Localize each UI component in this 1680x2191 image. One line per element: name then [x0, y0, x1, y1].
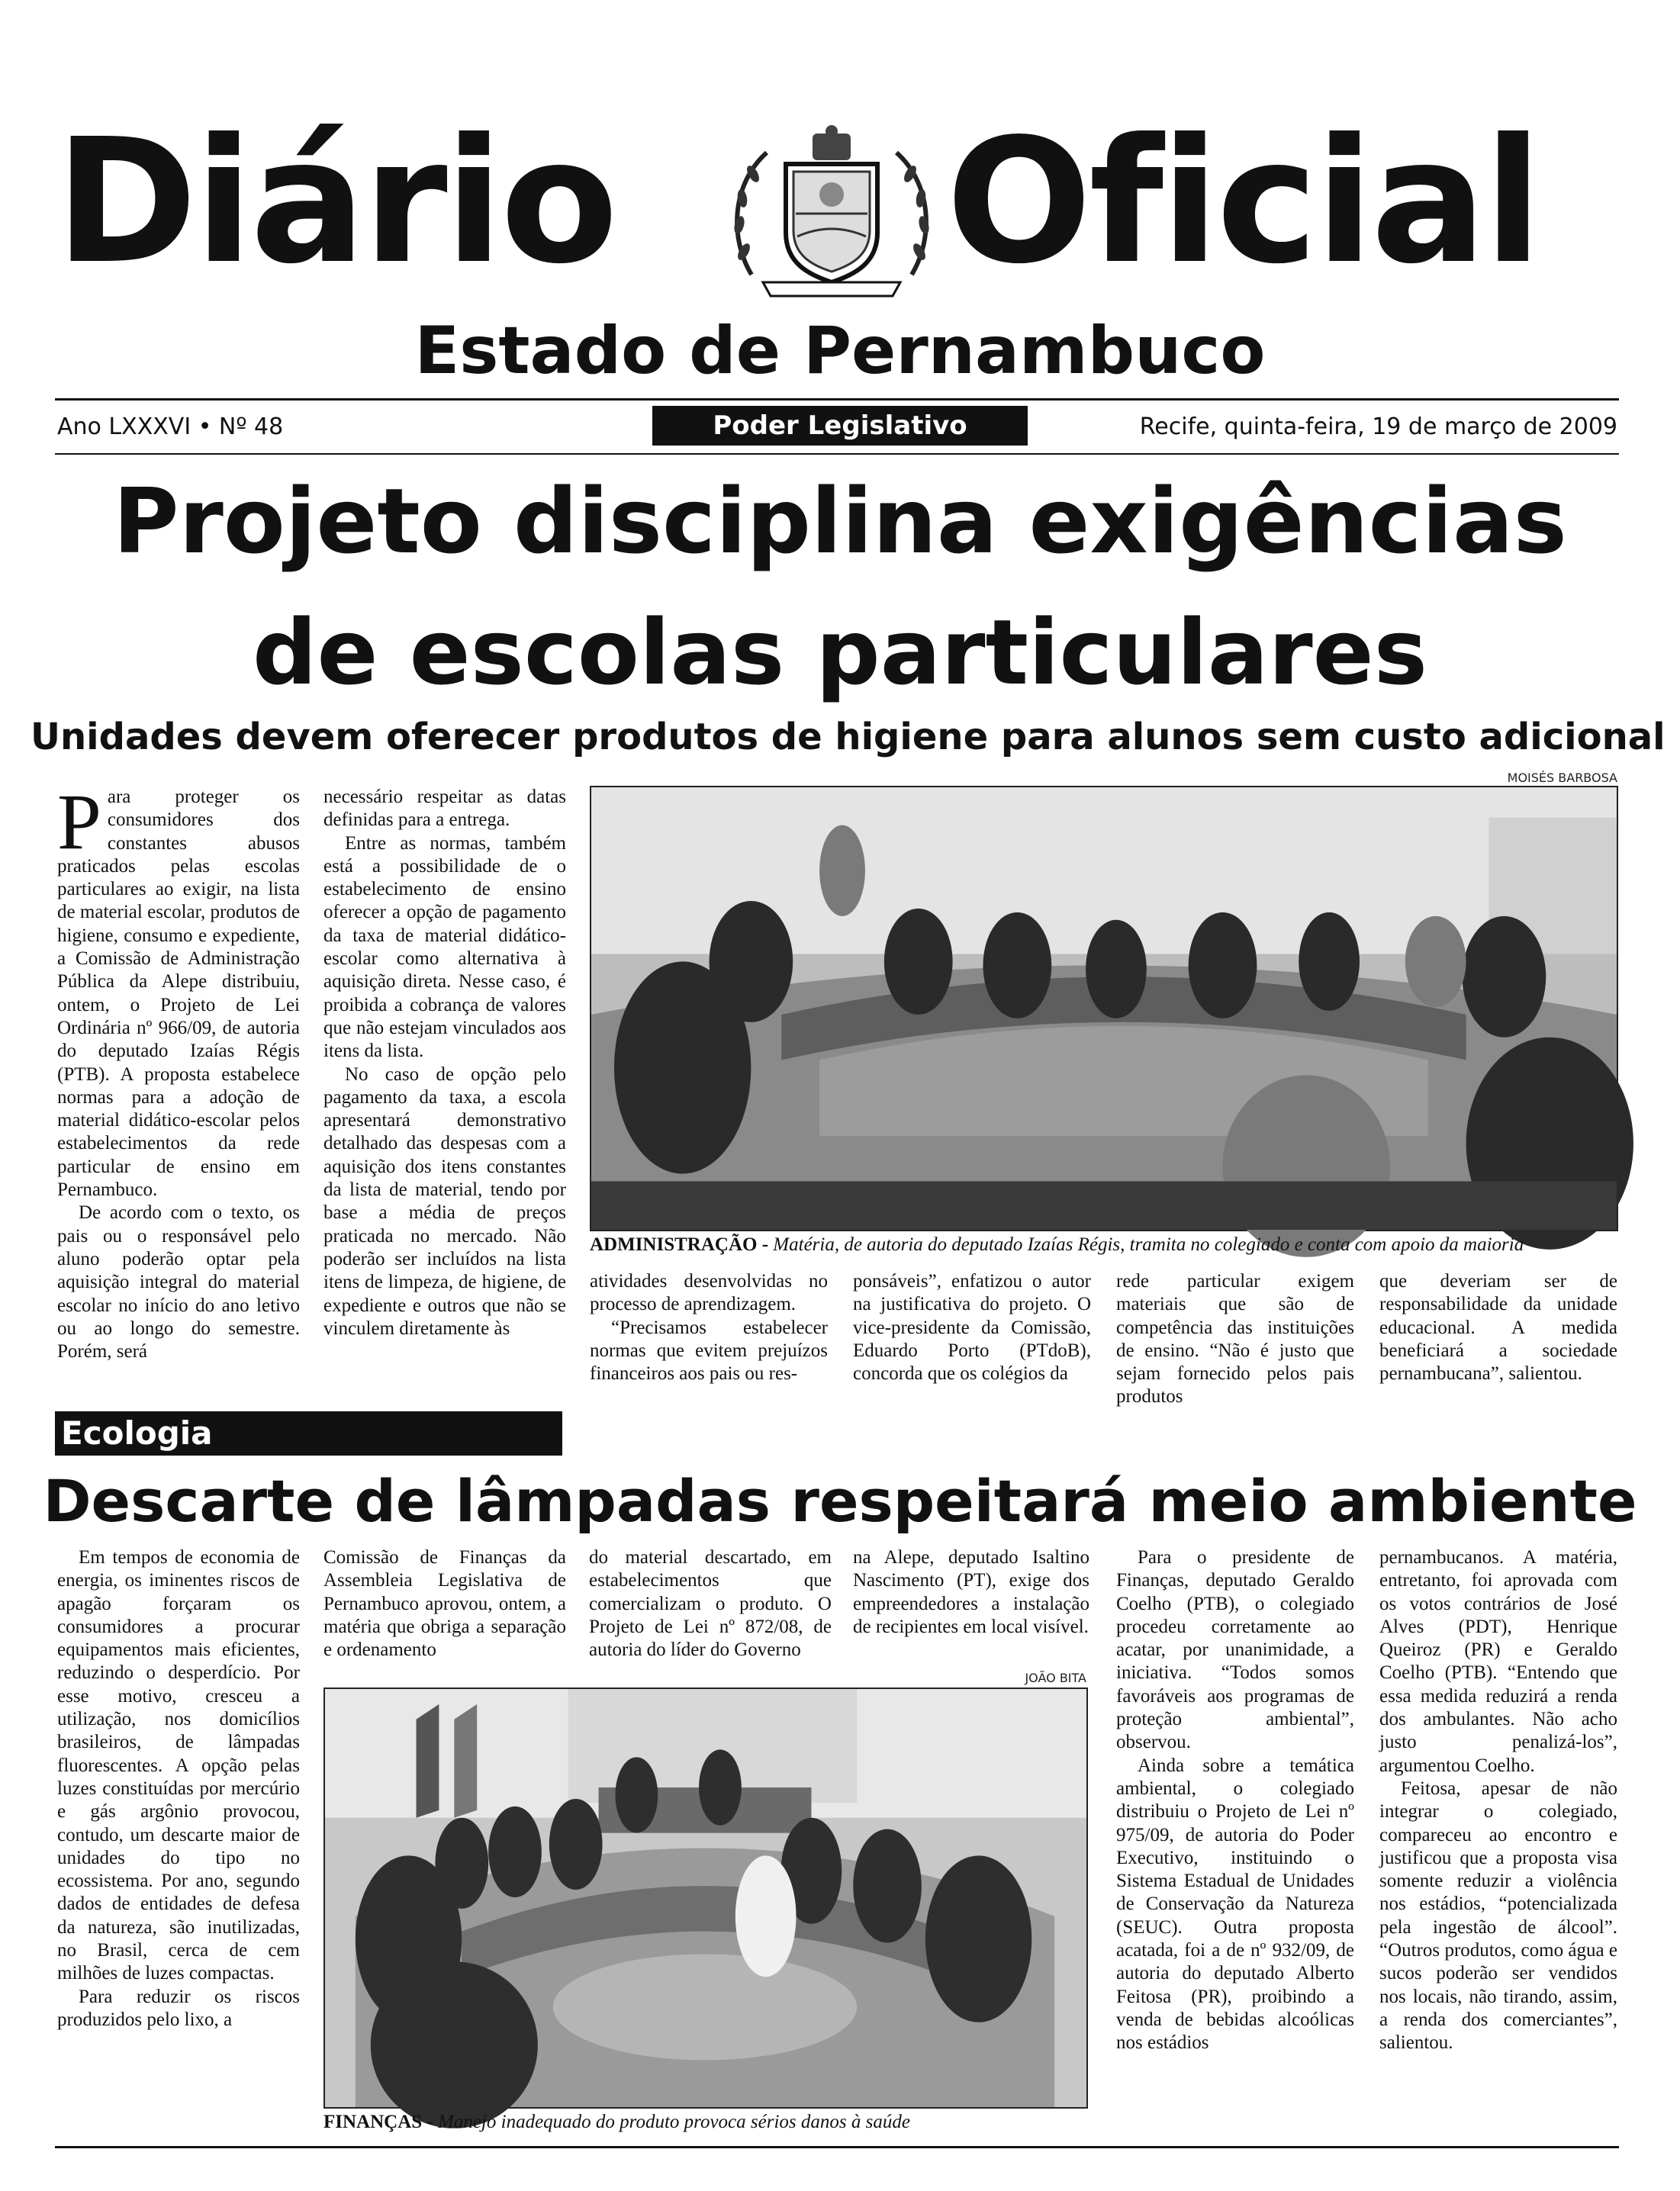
ecology-headline: Descarte de lâmpadas respeitará meio ambiente: [43, 1467, 1637, 1535]
paragraph: necessário respeitar as datas definidas para a entrega.: [323, 787, 566, 831]
photo-caption: [323, 2111, 1088, 2134]
article-column: [589, 1546, 832, 1661]
paragraph: na Alepe, deputado Isaltino Nascimento (PT), exige dos empreendedores a instalação de recipientes em local visível.: [853, 1547, 1089, 1637]
paragraph: Feitosa, apesar de não integrar o colegiado, compareceu ao encontro e justificou que a proposta visa somente reduzir a violência nos estádios, “potencializada pela ingestão de álcool”. “Outros produtos, como água e sucos poderão ser vendidos nos locais, não tirando, assim, a renda dos comerciantes”, salientou.: [1379, 1778, 1617, 2054]
paragraph: Comissão de Finanças da Assembleia Legislativa de Pernambuco aprovou, ontem, a matéria que obriga a separação e ordenamento: [323, 1547, 566, 1661]
paragraph: Em tempos de economia de energia, os iminentes riscos de apagão forçaram os consumidores a procurar equipamentos mais eficientes, reduzindo o desperdício. Por esse motivo, cresceu a utilização, nos domicílios brasileiros, de lâmpadas fluorescentes. A opção pelas luzes constituídas por mercúrio e gás argônio provocou, contudo, um descarte maior de unidades do tipo no ecossistema. Por ano, segundo dados de entidades de defesa da natureza, são inutilizadas, no Brasil, cerca de cem milhões de luzes compactas.: [57, 1547, 300, 1984]
paragraph: De acordo com o texto, os pais ou o responsável pelo aluno poderão optar pela aquisição integral do material escolar no início do ano letivo ou ao longo do semestre. Porém, será: [57, 1202, 300, 1363]
paragraph: pernambucanos. A matéria, entretanto, foi aprovada com os votos contrários de José Alves (PDT), Henrique Queiroz (PR) e Geraldo Coelho (PTB). “Entendo que essa medida reduzirá a renda dos ambulantes. Não acho justo penalizá-los”, argumentou Coelho.: [1379, 1547, 1617, 1776]
article-column: [1116, 1546, 1354, 2141]
paragraph: do material descartado, em estabelecimentos que comercializam o produto. O Projeto de Lei nº 872/08, de autoria do líder do Governo: [589, 1547, 832, 1661]
edition-number: Ano LXXXVI • Nº 48: [57, 413, 284, 440]
divider: [55, 398, 1619, 401]
masthead-title-right: Oficial: [946, 102, 1540, 302]
article-column: [323, 1546, 566, 1661]
paragraph: ara proteger os consumidores dos constantes abusos praticados pelas escolas particulares ao exigir, na lista de material escolar, produtos de higiene, consumo e expediente, a Comissão de Administração Pública da Alepe distribuiu, ontem, o Projeto de Lei Ordinária nº 966/09, de autoria do deputado Izaías Régis (PTB). A proposta estabelece normas para a adoção de material didático-escolar pelos estabelecimentos da rede particular de ensino em Pernambuco.: [57, 787, 300, 1201]
caption-lead: ADMINISTRAÇÃO -: [590, 1234, 769, 1255]
paragraph: Para reduzir os riscos produzidos pelo lixo, a: [57, 1986, 300, 2030]
article-column: [1379, 1270, 1617, 1392]
section-badge: Poder Legislativo: [652, 406, 1028, 446]
paragraph: Ainda sobre a temática ambiental, o colegiado distribuiu o Projeto de Lei nº 975/09, de autoria do Poder Executivo, instituindo o Sistema Estadual de Unidades de Conservação da Natureza (SEUC). Outra proposta acatada, foi a de nº 932/09, de autoria do deputado Alberto Feitosa (PR), proibindo a venda de bebidas alcoólicas nos estádios: [1116, 1755, 1354, 2054]
main-headline-line1: Projeto disciplina exigências: [113, 468, 1567, 574]
photo-credit: JOÃO BITA: [1025, 1671, 1086, 1685]
finance-committee-photo: [323, 1687, 1088, 2109]
committee-meeting-photo: [590, 786, 1618, 1231]
paragraph: Para o presidente de Finanças, deputado Geraldo Coelho (PTB), o colegiado procedeu corretamente ao acatar, por unanimidade, a iniciativa. “Todos somos favoráveis aos programas de proteção ambiental”, observou.: [1116, 1547, 1354, 1753]
publication-date: Recife, quinta-feira, 19 de março de 2009: [1139, 413, 1617, 440]
article-column: [57, 778, 300, 1390]
main-headline-line2: de escolas particulares: [253, 600, 1427, 705]
dropcap: P: [57, 778, 101, 866]
article-column: [853, 1546, 1089, 1661]
article-column: [323, 786, 566, 1390]
paragraph: Entre as normas, também está a possibilidade de o estabelecimento de ensino oferecer a opção de pagamento da taxa de material didático-escolar como alternativa à aquisição direta. Nesse caso, é proibida a cobrança de valores que não estejam vinculados aos itens da lista.: [323, 832, 566, 1062]
photo-caption: [590, 1234, 1618, 1256]
masthead-title-left: Diário: [55, 102, 616, 302]
paragraph: atividades desenvolvidas no processo de aprendizagem.: [590, 1271, 828, 1315]
article-column: [1116, 1270, 1354, 1408]
article-column: [853, 1270, 1091, 1392]
masthead-subtitle: Estado de Pernambuco: [414, 313, 1266, 389]
paragraph: que deveriam ser de responsabilidade da unidade educacional. A medida beneficiará a sociedade pernambucana”, salientou.: [1379, 1271, 1617, 1385]
section-label-ecologia: Ecologia: [55, 1411, 562, 1456]
main-subheadline: Unidades devem oferecer produtos de higiene para alunos sem custo adicional: [31, 716, 1666, 758]
caption-text: Manejo inadequado do produto provoca sérios danos à saúde: [438, 2112, 910, 2132]
article-column: [1379, 1546, 1617, 2141]
photo-credit: MOISÉS BARBOSA: [1507, 771, 1617, 785]
caption-lead: FINANÇAS -: [323, 2112, 433, 2132]
caption-text: Matéria, de autoria do deputado Izaías Régis, tramita no colegiado e conta com apoio da maioria: [773, 1234, 1524, 1255]
coat-of-arms-icon: [721, 122, 942, 301]
paragraph: No caso de opção pelo pagamento da taxa, a escola apresentará demonstrativo detalhado das despesas com a aquisição dos itens constantes da lista de material, tendo por base a média de preços praticada no mercado. Não poderão ser incluídos na lista itens de limpeza, de higiene, de expediente e outros que não se vinculem diretamente às: [323, 1063, 566, 1339]
paragraph: “Precisamos estabelecer normas que evitem prejuízos financeiros aos pais ou res-: [590, 1317, 828, 1385]
paragraph: ponsáveis”, enfatizou o autor na justificativa do projeto. O vice-presidente da Comissão, Eduardo Porto (PTdoB), concorda que os colégios da: [853, 1271, 1091, 1385]
article-column: [57, 1546, 300, 2141]
divider: [55, 453, 1619, 455]
article-column: [590, 1270, 828, 1392]
paragraph: rede particular exigem materiais que são de competência das instituições de ensino. “Não é justo que sejam fornecido pelos pais produtos: [1116, 1271, 1354, 1408]
divider: [55, 2146, 1619, 2148]
